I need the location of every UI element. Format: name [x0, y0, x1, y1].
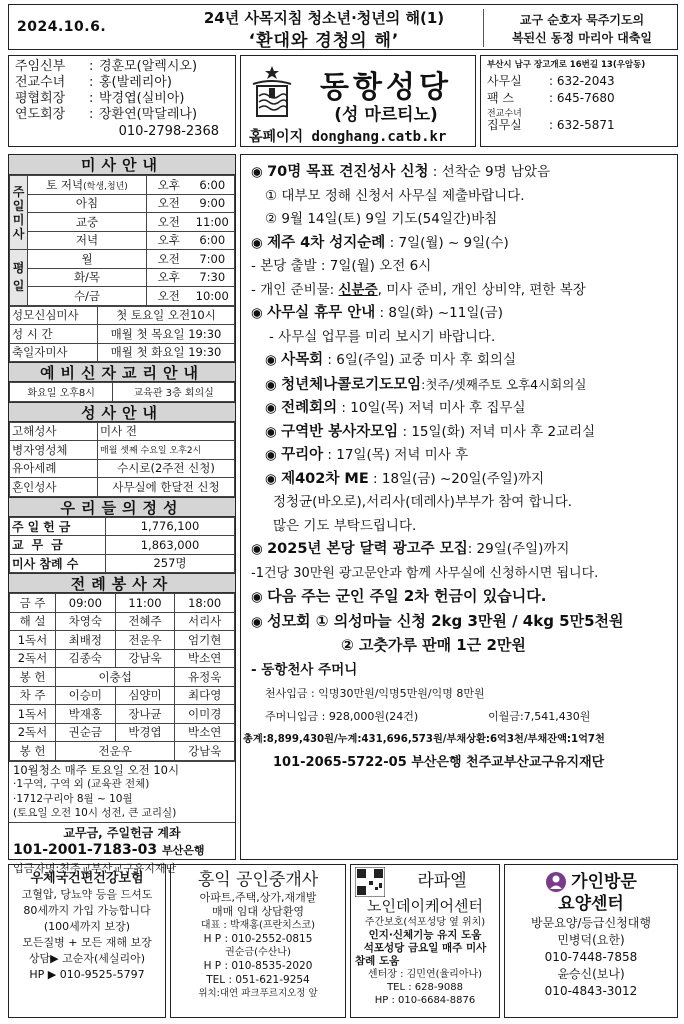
text-label: 경훈모(알렉시오) [99, 59, 198, 74]
table-row [10, 668, 235, 687]
staff-row: 연도회장 : 장환연(막달레나) [15, 107, 198, 122]
text-label: 사무실 휴무 안내 [267, 305, 376, 321]
notice-mothers-club: ◉ 성모회 ① 의성마늘 신청 2kg 3만원 / 4kg 5만5천원 [251, 611, 624, 630]
text-label: 꾸리아 [281, 447, 324, 463]
ad-realestate [170, 864, 346, 1018]
text-label: 80세까지 가입 가능합니다 [23, 904, 151, 917]
table-row [10, 554, 235, 573]
angel-pouch-account: 101-2065-5722-05 부산은행 천주교부산교구유지재단 [273, 755, 605, 770]
text-label: 주간보호(석포성당 옆 위치) [364, 917, 486, 928]
text-label: 노인데이케어센터 [367, 897, 483, 915]
table-cell: 최배정 [56, 631, 116, 650]
feast-title-1: 교구 순호자 묵주기도의 [519, 13, 645, 27]
table-cell: 09:00 [56, 594, 116, 613]
table-cell: 6:00 [191, 176, 235, 195]
table-cell: 화/목 [28, 268, 147, 287]
text-label: : 7일(월) ~ 9일(수) [385, 234, 509, 251]
table-cell: 장나균 [115, 705, 175, 724]
servers-heading: 전례봉사자 [9, 573, 235, 593]
table-cell: 봉 헌 [10, 668, 56, 687]
homepage-link[interactable]: 홈페이지 donghang.catb.kr [249, 129, 447, 145]
mass-heading: 미사안내 [9, 155, 235, 175]
table-cell: 9:00 [191, 194, 235, 213]
text-label: 사목회 [281, 352, 324, 368]
nun-office-row [487, 109, 671, 134]
text-label: : 8일(화) ~11일(금) [375, 305, 503, 321]
text-label: (학생,청년) [83, 181, 128, 192]
table-cell: 사무실에 한달전 신청 [98, 478, 235, 497]
table-cell: 7:30 [191, 268, 235, 287]
text-label: :첫주/셋째주토 오후4시회의실 [421, 376, 587, 392]
staff-box [8, 55, 236, 147]
text-label: 장환연(막달레나) [99, 107, 198, 122]
text-label: 센터장 : 김민연(율리아나) [367, 969, 483, 980]
table-cell: 금 주 [10, 594, 56, 613]
table-cell: 차 주 [10, 686, 56, 705]
parish-title-box [240, 55, 476, 147]
notice-district-meeting: ◉ 구역반 봉사자모임 : 15일(화) 저녁 미사 후 2교리실 [265, 423, 596, 440]
table-cell: 수/금 [28, 287, 147, 306]
table-cell: 전혜주 [115, 612, 175, 631]
ad-home-care [504, 864, 678, 1018]
text-label: - 사무실 업무를 미리 보시기 바랍니다. [269, 328, 496, 345]
fax-row [487, 90, 671, 107]
table-row [10, 194, 235, 213]
office-phone-row [487, 73, 671, 90]
text-label: 평협회장 [15, 91, 66, 106]
ad-daycare [350, 864, 500, 1018]
table-cell: 유정욱 [175, 668, 235, 687]
table-cell: 미사 참례 수 [10, 554, 106, 573]
table-row [10, 287, 235, 306]
text-label: 권순금(수산나) [225, 947, 291, 958]
text-label: ② 고춧가루 판매 1근 2만원 [341, 636, 526, 654]
notice-youth-prayer: ◉ 청년체나콜로기도모임:첫주/셋째주토 오후4시회의실 [265, 376, 587, 393]
youth-cleaning-note [9, 761, 235, 823]
table-cell: 권순금 [56, 723, 116, 742]
text-label: 전교수녀 [487, 109, 522, 119]
table-cell: 서리사 [175, 612, 235, 631]
table-row [10, 517, 235, 536]
table-cell: 박소연 [175, 649, 235, 668]
table-cell: 유아세례 [10, 459, 98, 478]
table-cell: 11:00 [115, 594, 175, 613]
account-number: 101-2001-7183-03 [13, 841, 158, 858]
notice-calendar-ad: ◉ 2025년 본당 달력 광고주 모집: 29일(주일)까지 [251, 541, 570, 557]
text-label: 이월금:7,541,430원 [488, 710, 591, 723]
table-cell: 차영숙 [56, 612, 116, 631]
text-label: - 본당 출발 : 7일(월) 오전 6시 [251, 258, 432, 274]
text-label: : 632-2043 [549, 74, 615, 88]
table-row [10, 325, 235, 344]
bulletin-date: 2024.10.6. [17, 19, 107, 35]
finance-heading: 우리들의정성 [9, 497, 235, 517]
table-row [10, 649, 235, 668]
table-cell: 화요일 오후8시 [10, 383, 113, 402]
table-row [10, 306, 235, 325]
table-cell: 해 설 [10, 612, 56, 631]
staff-row: 평협회장 : 박경엽(실비아) [15, 91, 185, 106]
table-cell: 이충섭 [56, 668, 175, 687]
text-label: TEL : 051-621-9254 [206, 974, 310, 986]
table-row [10, 422, 235, 441]
text-label: 교무금, 주일헌금 계좌 [63, 825, 181, 840]
text-label: HP ▶ 010-9525-5797 [29, 968, 145, 981]
text-label: TEL : 628-9088 [387, 982, 463, 993]
mass-table [9, 175, 235, 306]
left-column [8, 154, 236, 875]
text-label: - 개인 준비물: [251, 281, 339, 298]
catechumen-table [9, 382, 235, 402]
text-label: ② 9월 14일(토) 9일 기도(54일간)바침 [265, 211, 498, 227]
text-label: 전례회의 [281, 400, 338, 416]
text-label: 홍익 공인중개사 [197, 870, 319, 890]
table-cell: 엄기현 [175, 631, 235, 650]
table-row [10, 231, 235, 250]
text-label: 아파트,주택,상가,재개발 [199, 891, 317, 904]
table-cell: 오후 [147, 268, 191, 287]
table-row [10, 705, 235, 724]
text-label: 상담▶ 고순자(세실리아) [28, 952, 146, 965]
finance-table [9, 517, 235, 574]
table-cell: 박재홍 [56, 705, 116, 724]
text-label: 방문요양/등급신청대행 [531, 916, 651, 930]
text-label: 집무실 [487, 118, 522, 132]
table-cell: 257명 [106, 554, 235, 573]
text-label: ·1구역, 구역 외 (교육관 전체) [13, 778, 150, 790]
table-cell: 1,776,100 [106, 517, 235, 536]
table-cell: 오전 [147, 213, 191, 232]
table-cell: 오전 [147, 287, 191, 306]
table-row [10, 268, 235, 287]
table-row [10, 742, 235, 761]
header-bar [8, 4, 678, 50]
text-label: : 6일(주일) 교중 미사 후 회의실 [323, 352, 516, 368]
text-label: 성모회 ① 의성마늘 신청 2kg 3만원 / 4kg 5만5천원 [267, 611, 624, 630]
table-cell: 2독서 [10, 649, 56, 668]
text-label: 우체국건편건강보험 [30, 871, 144, 886]
sacrament-table [9, 422, 235, 497]
table-cell: 고해성사 [10, 422, 98, 441]
notice-pastoral-council: ◉ 사목회 : 6일(주일) 교중 미사 후 회의실 [265, 352, 516, 368]
text-label: 구역반 봉사자모임 [281, 423, 399, 440]
text-label: 주임신부 [15, 59, 66, 74]
table-cell: 전운우 [56, 742, 175, 761]
text-label: : 645-7680 [549, 91, 615, 105]
staff-row: 주임신부 : 경훈모(알렉시오) [15, 59, 198, 74]
table-cell: 1독서 [10, 705, 56, 724]
text-label: 팩 스 [487, 91, 514, 105]
text-label: 석포성당 금요일 매주 미사 [363, 942, 487, 954]
sunday-mass-label: 주 일 미 사 [10, 176, 28, 250]
table-cell: 18:00 [175, 594, 235, 613]
table-cell: 매월 첫 목요일 19:30 [98, 325, 235, 344]
text-label: 위치:대연 파크푸르지오정 앞 [198, 988, 318, 999]
notice-second-collection: ◉ 다음 주는 군인 주일 2차 헌금이 있습니다. [251, 587, 547, 605]
text-label: 입금자명:천주교부산교구유지재단 [13, 861, 177, 875]
table-cell: 전운우 [115, 631, 175, 650]
notice-angel-pouch [251, 659, 671, 683]
text-label: 전교수녀 [15, 75, 66, 90]
table-cell: 6:00 [191, 231, 235, 250]
table-cell: 강남욱 [175, 742, 235, 761]
text-label: 매매 임대 상담환영 [211, 905, 304, 918]
table-row [10, 631, 235, 650]
table-cell: 미사 전 [98, 422, 235, 441]
table-cell: 성모신심미사 [10, 306, 98, 325]
text-label: 요양센터 [558, 894, 624, 914]
text-label: : 632-5871 [549, 118, 615, 132]
text-label: 가인방문 [571, 872, 637, 892]
text-label: 10월청소 매주 토요일 오전 10시 [13, 762, 180, 777]
table-row [10, 250, 235, 269]
table-cell: 혼인성사 [10, 478, 98, 497]
church-logo-icon [249, 62, 295, 120]
notice-liturgy-meeting: ◉ 전례회의 : 10일(목) 저녁 미사 후 집무실 [265, 400, 526, 416]
text-label: : 10일(목) 저녁 미사 후 집무실 [337, 400, 526, 416]
text-label: 정청균(바오로),서리사(데레사)부부가 참여 합니다. [273, 494, 573, 510]
table-cell: 교중 [28, 213, 147, 232]
special-mass-table [9, 306, 235, 363]
text-label: 고혈압, 당뇨약 등을 드셔도 [21, 888, 153, 901]
notice-office-closed: ◉ 사무실 휴무 안내 : 8일(화) ~11일(금) [251, 305, 503, 321]
text-label: 홍(발레리아) [99, 75, 172, 90]
table-row [10, 478, 235, 497]
text-label: 총계:8,899,430원/누계:431,696,573원/부채상환:6억3천/부채잔액:1억7천 [243, 734, 605, 745]
text-label: 제402차 ME [281, 470, 369, 487]
servers-table [9, 593, 235, 761]
text-label: 대표 : 박재홍(프란치스코) [200, 920, 316, 931]
table-row [10, 459, 235, 478]
header-divider [483, 9, 484, 47]
table-cell: 강남욱 [115, 649, 175, 668]
table-cell: 오후 [147, 231, 191, 250]
text-label: - 동항천사 주머니 [251, 661, 358, 678]
text-label: 부산은행 [161, 843, 205, 857]
notice-me: ◉ 제402차 ME : 18일(금) ~20일(주일)까지 [265, 470, 545, 487]
table-cell: 심양미 [115, 686, 175, 705]
notice-curia: ◉ 꾸리아 : 17일(목) 저녁 미사 후 [265, 447, 469, 463]
table-cell: 주일헌금 [10, 517, 106, 536]
table-cell: 최다영 [175, 686, 235, 705]
table-cell: 봉 헌 [10, 742, 56, 761]
table-cell: 김종숙 [56, 649, 116, 668]
table-cell: 아침 [28, 194, 147, 213]
text-label: 토 저녁 [46, 177, 84, 192]
weekday-mass-label: 평 일 [10, 250, 28, 306]
table-cell: 매월 셋째 수요일 오후2시 [98, 441, 235, 460]
table-cell: 교육관 3층 회의실 [113, 383, 235, 402]
table-cell: 2독서 [10, 723, 56, 742]
text-label: 천사입금 : 익명30만원/익명5만원/익명 8만원 [265, 687, 485, 700]
text-label: , 미사 준비, 개인 상비약, 편한 복장 [377, 281, 586, 298]
text-label: 제주 4차 성지순례 [267, 234, 386, 251]
table-row [10, 383, 235, 402]
qr-code-icon [355, 867, 385, 897]
notice-pilgrimage: ◉ 제주 4차 성지순례 : 7일(월) ~ 9일(수) [251, 234, 509, 251]
contact-box [480, 55, 678, 147]
table-row [10, 441, 235, 460]
text-label: 모든질병 + 모든 재해 보장 [22, 936, 152, 949]
text-label: 신분증 [338, 281, 378, 298]
text-label: 2025년 본당 달력 광고주 모집 [267, 541, 468, 557]
text-label: 인지·신체기능 유지 도움 [368, 929, 482, 941]
text-label: : 17일(목) 저녁 미사 후 [323, 447, 469, 463]
text-label: (100세까지 보장) [43, 920, 131, 933]
table-row [10, 686, 235, 705]
text-label: H P : 010-8535-2020 [203, 960, 313, 972]
text-label: 사무실 [487, 74, 522, 88]
table-row [10, 213, 235, 232]
text-label: 다음 주는 군인 주일 2차 헌금이 있습니다. [267, 587, 547, 605]
table-cell: 저녁 [28, 231, 147, 250]
table-cell: 11:00 [191, 213, 235, 232]
table-row [10, 176, 235, 195]
table-cell: 월 [28, 250, 147, 269]
text-label: : 18일(금) ~20일(주일)까지 [368, 470, 545, 487]
staff-phone: 010-2798-2368 [118, 124, 219, 139]
table-cell: 교무금 [10, 536, 106, 555]
text-label: 010-7448-7858 [544, 950, 638, 964]
parish-name: 동항성당 [320, 70, 452, 105]
text-label: 참례 도움 [355, 955, 400, 967]
table-cell: 성 시 간 [10, 325, 98, 344]
catechumen-heading: 예비신자교리안내 [9, 362, 235, 382]
text-label: (토요일 오전 10시 성전, 큰 교리실) [13, 807, 177, 819]
table-cell [28, 176, 147, 195]
table-row [10, 536, 235, 555]
text-label: -1건당 30만원 광고문안과 함께 사무실에 신청하시면 됩니다. [251, 565, 599, 581]
table-cell: 박경엽 [115, 723, 175, 742]
text-label: H P : 010-2552-0815 [203, 933, 313, 945]
notices-panel [240, 154, 678, 860]
notice-confirmation: ◉ 70명 목표 견진성사 신청 : 선착순 9명 남았음 [251, 164, 551, 180]
table-cell: 첫 토요일 오전10시 [98, 306, 235, 325]
pastoral-theme: 24년 사목지침 청소년·청년의 해(1) [203, 9, 445, 27]
table-cell: 축일자미사 [10, 343, 98, 362]
text-label: : 15일(화) 저녁 미사 후 2교리실 [398, 423, 596, 440]
text-label: 민병덕(요한) [557, 933, 625, 947]
text-label: 연도회장 [15, 107, 66, 122]
table-cell: 1,863,000 [106, 536, 235, 555]
table-cell: 7:00 [191, 250, 235, 269]
table-cell: 오후 [147, 176, 191, 195]
table-cell: 오전 [147, 194, 191, 213]
text-label: HP : 010-6684-8876 [374, 995, 476, 1006]
text-label: 청년체나콜로기도모임 [281, 376, 422, 393]
table-row [10, 612, 235, 631]
table-cell: 병자영성체 [10, 441, 98, 460]
table-row [10, 594, 235, 613]
table-cell: 1독서 [10, 631, 56, 650]
table-row [10, 343, 235, 362]
parish-patron: (성 마르티노) [334, 105, 438, 125]
table-cell: 이승미 [56, 686, 116, 705]
feast-title-2: 복된신 동정 마리아 대축일 [511, 31, 653, 45]
text-label: 윤승신(보나) [557, 967, 625, 981]
table-cell: 이미경 [175, 705, 235, 724]
text-label: 70명 목표 견진성사 신청 [267, 164, 429, 180]
table-cell: 수시로(2주전 신청) [98, 459, 235, 478]
text-label: : 선착순 9명 남았음 [428, 164, 551, 180]
table-cell: 박소연 [175, 723, 235, 742]
sacrament-heading: 성사안내 [9, 402, 235, 422]
table-row [10, 723, 235, 742]
text-label: 010-4843-3012 [544, 984, 638, 998]
text-label: ① 대부모 정해 신청서 사무실 제출바랍니다. [265, 187, 525, 204]
text-label: 라파엘 [417, 871, 467, 891]
staff-row: 전교수녀 : 홍(발레리아) [15, 75, 172, 90]
text-label: 박경엽(실비아) [99, 91, 185, 106]
text-label: : 29일(주일)까지 [467, 541, 570, 557]
text-label: 많은 기도 부탁드립니다. [273, 517, 417, 534]
table-cell: 매월 첫 화요일 19:30 [98, 343, 235, 362]
pastoral-theme-motto: ‘환대와 경청의 해’ [248, 31, 400, 51]
text-label: 주머니입금 : 928,000원(24건) [265, 710, 419, 723]
parish-address: 부산시 남구 장고개로 16번길 13(우암동) [487, 60, 646, 70]
table-cell: 10:00 [191, 287, 235, 306]
home-care-logo-icon [545, 871, 567, 893]
text-label: ·1712구리아 8월 ~ 10월 [13, 792, 133, 805]
ad-post-insurance [8, 864, 166, 1018]
table-cell: 오전 [147, 250, 191, 269]
